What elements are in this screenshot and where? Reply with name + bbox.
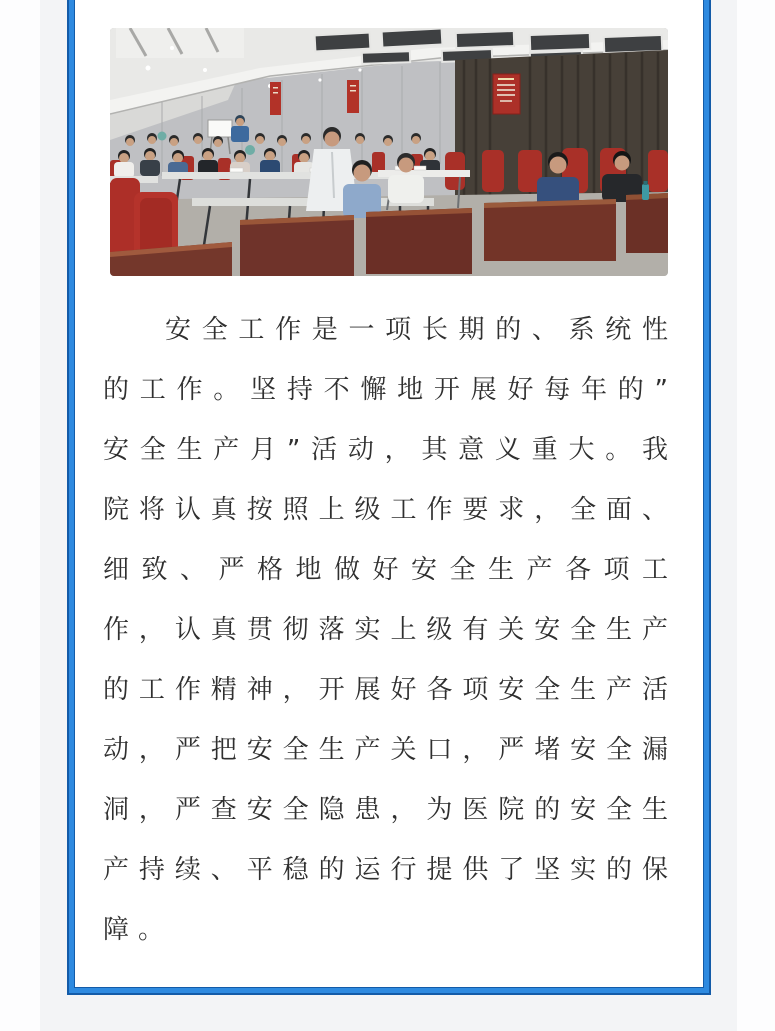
paragraph-line: 安全生产月”活动，其意义重大。我: [103, 435, 675, 465]
paragraph-line: 的工作。坚持不懈地开展好每年的”: [103, 375, 675, 405]
paragraph-line: 院将认真按照上级工作要求，全面、: [103, 495, 675, 525]
red-poster: [493, 74, 520, 114]
meeting-photo[interactable]: [110, 28, 668, 276]
paragraph-line: 作，认真贯彻落实上级有关安全生产: [103, 615, 675, 645]
paragraph-line: 障。: [103, 915, 174, 945]
article-paragraph: [103, 300, 675, 960]
skylight-panel: [116, 28, 244, 58]
paragraph-line: 洞，严查安全隐患，为医院的安全生: [103, 795, 675, 825]
paragraph-line: 安全工作是一项长期的、系统性: [165, 315, 675, 345]
meeting-photo-scene: [110, 28, 668, 276]
paragraph-line: 动，严把安全生产关口，严堵安全漏: [103, 735, 675, 765]
paragraph-line: 的工作精神，开展好各项安全生产活: [103, 675, 675, 705]
article-card-border: [67, 0, 711, 995]
paragraph-line: 产持续、平稳的运行提供了坚实的保: [103, 855, 675, 885]
article-card: [75, 0, 703, 987]
article-card-border-innerline: [74, 0, 704, 988]
paragraph-line: 细致、严格地做好安全生产各项工: [103, 555, 675, 585]
article-card-border-bright: [69, 0, 709, 993]
